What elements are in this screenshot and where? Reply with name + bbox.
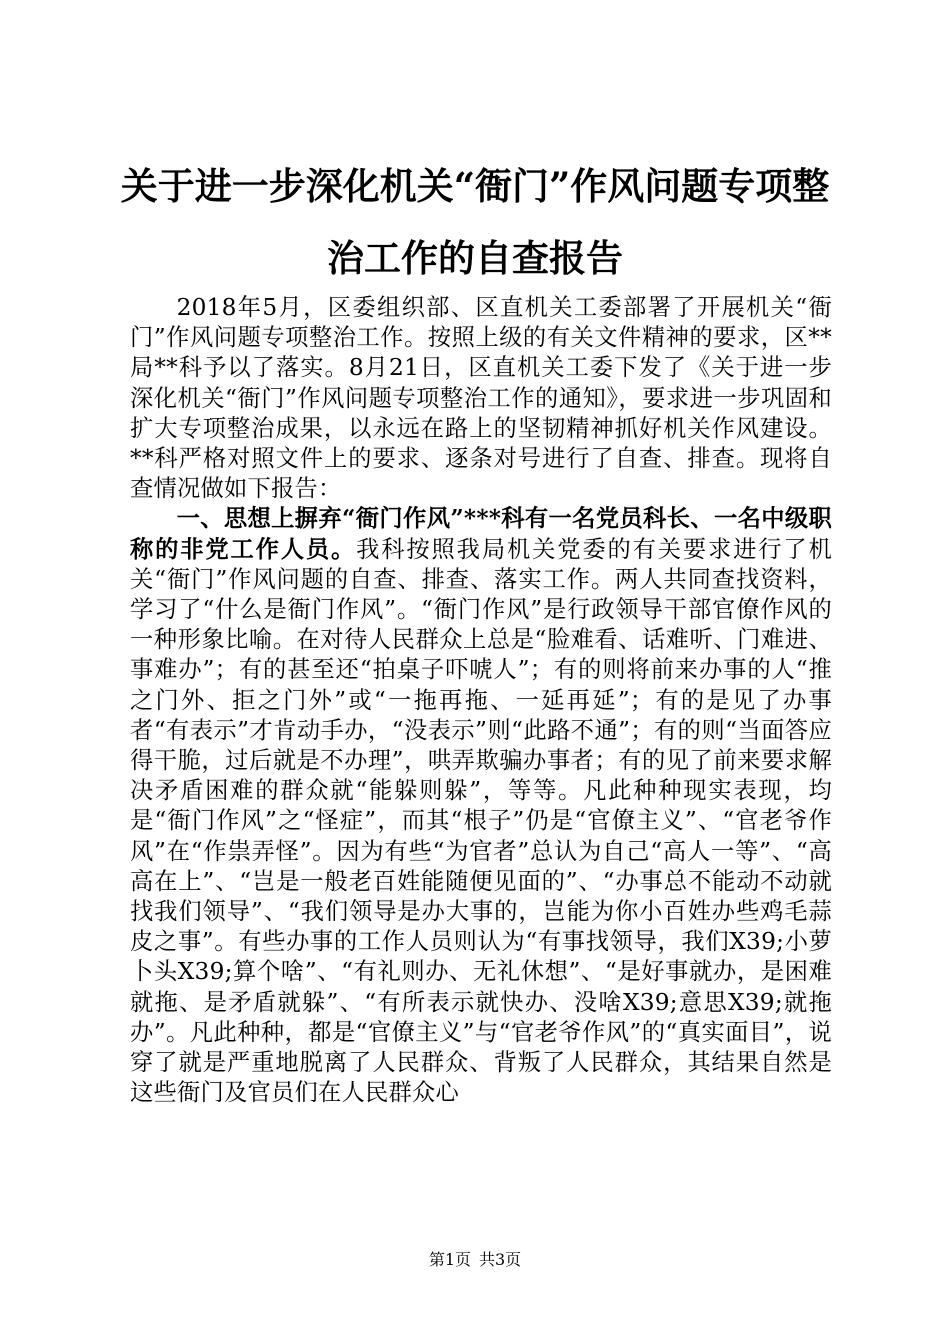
document-body <box>130 293 832 1108</box>
paragraph-section-1 <box>130 504 832 1108</box>
section-1-heading: 一、思想上摒弃“衙门作风”***科有一名党员科长、一名中级职称的非党工作人员。 <box>130 505 832 563</box>
paragraph-intro: 2018年5月，区委组织部、区直机关工委部署了开展机关“衙门”作风问题专项整治工作。按照上级的有关文件精神的要求，区**局**科予以了落实。8月21日，区直机关工委下发了《关于进一步深化机关“衙门”作风问题专项整治工作的通知》，要求进一步巩固和扩大专项整治成果，以永远在路上的坚韧精神抓好机关作风建设。**科严格对照文件上的要求、逐条对号进行了自查、排查。现将自查情况做如下报告： <box>130 294 832 503</box>
document-title: 关于进一步深化机关“衙门”作风问题专项整治工作的自查报告 <box>120 164 830 280</box>
page-footer <box>0 1247 950 1270</box>
section-1-text: 我科按照我局机关党委的有关要求进行了机关“衙门”作风问题的自查、排查、落实工作。两人共同查找资料，学习了“什么是衙门作风”。“衙门作风”是行政领导干部官僚作风的一种形象比喻。在对待人民群众上总是“脸难看、话难听、门难进、事难办”；有的甚至还“拍桌子吓唬人”；有的则将前来办事的人“推之门外、拒之门外”或“一拖再拖、一延再延”；有的是见了办事者“有表示”才肯动手办，“没表示”则“此路不通”；有的则“当面答应得干脆，过后就是不办理”，哄弄欺骗办事者；有的见了前来要求解决矛盾困难的群众就“能躲则躲”，等等。凡此种种现实表现，均是“衙门作风”之“怪症”，而其“根子”仍是“官僚主义”、“官老爷作风”在“作祟弄怪”。因为有些“为官者”总认为自己“高人一等”、“高高在上”、“岂是一般老百姓能随便见面的”、“办事总不能动不动就找我们领导”、“我们领导是办大事的，岂能为你小百姓办些鸡毛蒜皮之事”。有些办事的工作人员则认为“有事找领导，我们X39;小萝卜头X39;算个啥”、“有礼则办、无礼休想”、“是好事就办，是困难就拖、是矛盾就躲”、“有所表示就快办、没啥X39;意思X39;就拖办”。凡此种种，都是“官僚主义”与“官老爷作风”的“真实面目”，说穿了就是严重地脱离了人民群众、背叛了人民群众，其结果自然是这些衙门及官员们在人民群众心 <box>130 535 832 1107</box>
page-number: 第1页 <box>428 1250 471 1269</box>
page-total: 共3页 <box>479 1250 522 1269</box>
